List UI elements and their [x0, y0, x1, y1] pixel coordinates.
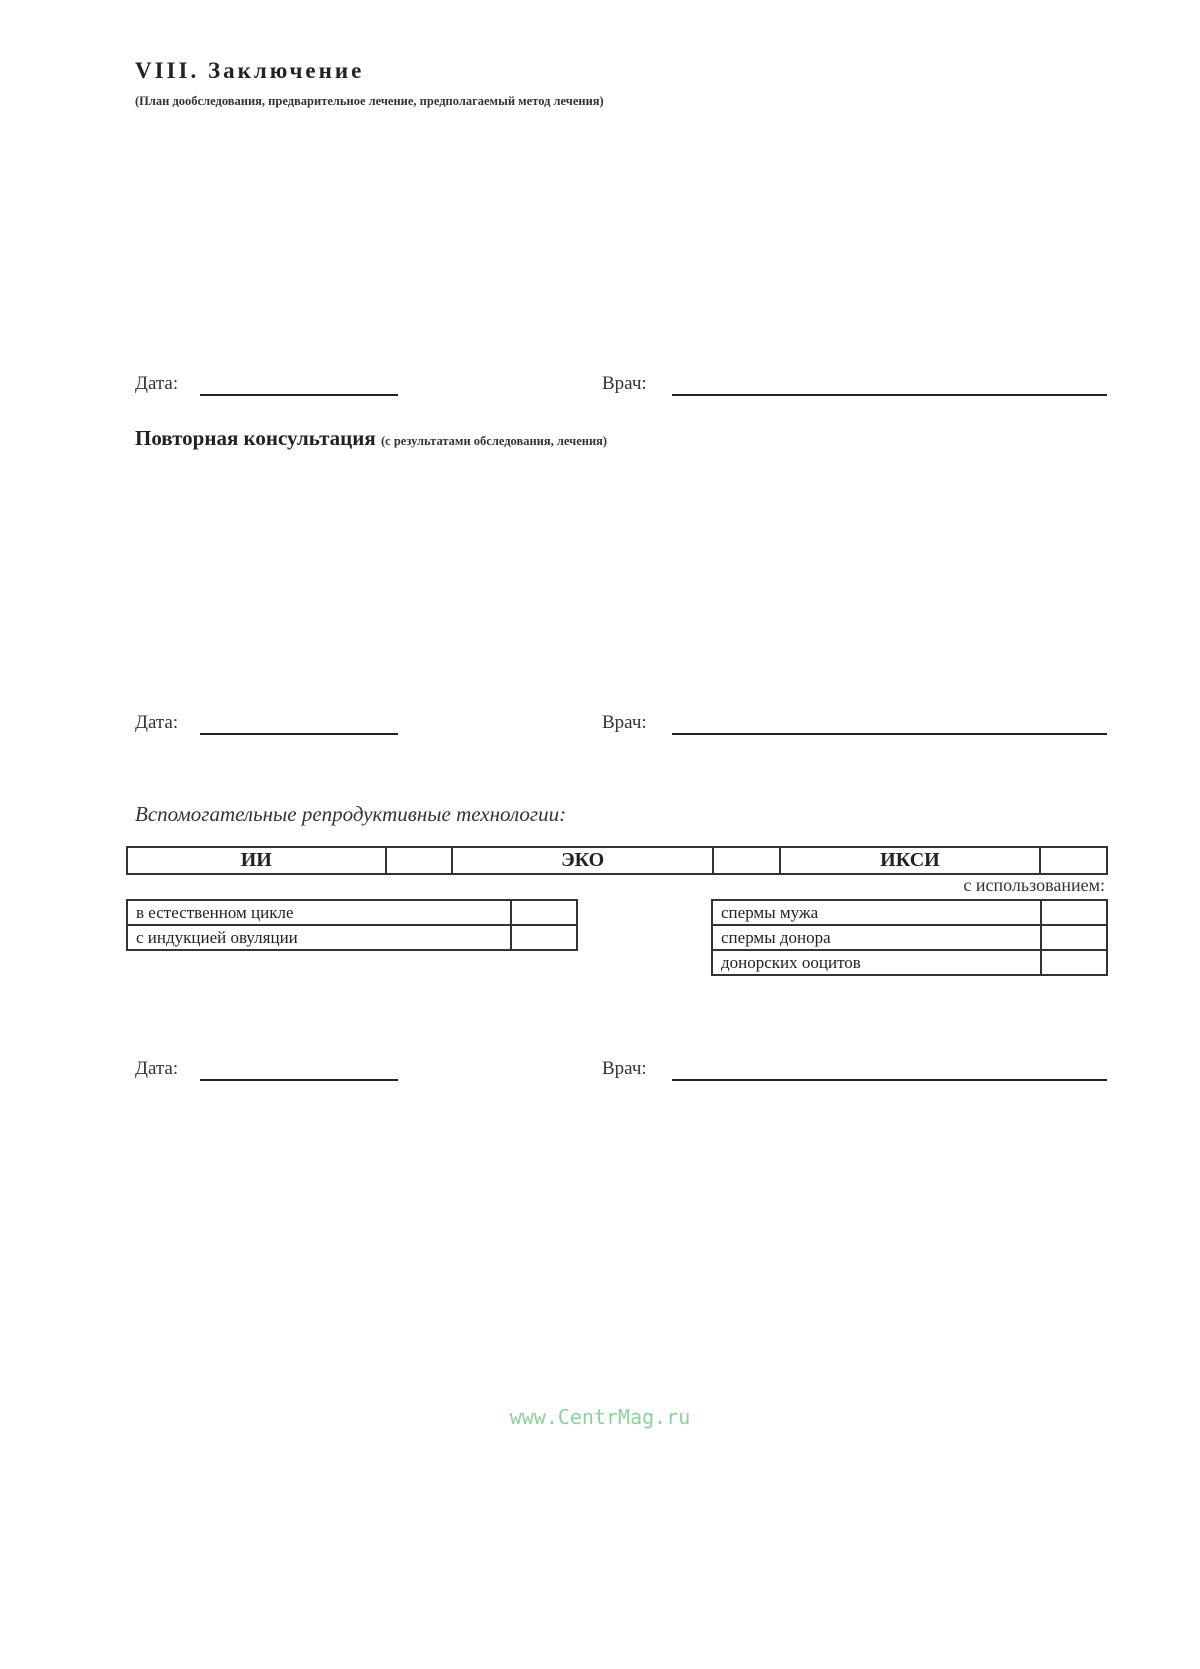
- using-label: с использованием:: [963, 875, 1105, 895]
- section-subtitle: (План дообследования, предварительное лечение, предполагаемый метод лечения): [135, 94, 604, 108]
- cycle-option-natural-checkbox[interactable]: [511, 900, 577, 925]
- repeat-consultation-note: (с результатами обследования, лечения): [380, 434, 608, 448]
- doctor-field-1[interactable]: [672, 394, 1107, 396]
- date-field-3[interactable]: [200, 1079, 398, 1081]
- table-row: [712, 950, 1107, 975]
- repeat-consultation-title: Повторная консультация: [135, 426, 376, 450]
- art-methods-table: [126, 846, 1108, 875]
- material-option-donor-sperm-checkbox[interactable]: [1041, 925, 1107, 950]
- date-label-3: Дата:: [135, 1058, 179, 1079]
- material-option-donor-sperm: спермы донора: [712, 925, 1041, 950]
- doctor-field-2[interactable]: [672, 733, 1107, 735]
- doctor-label-2: Врач:: [602, 712, 647, 733]
- date-label-2: Дата:: [135, 712, 179, 733]
- material-option-donor-oocytes: донорских ооцитов: [712, 950, 1041, 975]
- watermark: www.CentrMag.ru: [509, 1405, 691, 1429]
- method-eko-checkbox[interactable]: [713, 847, 780, 874]
- repeat-consultation-heading: [135, 426, 607, 451]
- cycle-option-induction-checkbox[interactable]: [511, 925, 577, 950]
- cycle-option-natural: в естественном цикле: [127, 900, 511, 925]
- date-field-1[interactable]: [200, 394, 398, 396]
- table-row: [712, 900, 1107, 925]
- material-option-donor-oocytes-checkbox[interactable]: [1041, 950, 1107, 975]
- cycle-option-induction: с индукцией овуляции: [127, 925, 511, 950]
- material-options-table: [711, 899, 1108, 976]
- date-field-2[interactable]: [200, 733, 398, 735]
- method-iksi-checkbox[interactable]: [1040, 847, 1107, 874]
- method-iksi: ИКСИ: [780, 847, 1041, 874]
- method-eko: ЭКО: [452, 847, 713, 874]
- method-ii: ИИ: [127, 847, 386, 874]
- section-title: VIII. Заключение: [135, 58, 365, 83]
- table-row: [127, 925, 577, 950]
- date-label-1: Дата:: [135, 373, 179, 394]
- table-row: [712, 925, 1107, 950]
- art-heading: Вспомогательные репродуктивные технологии:: [135, 802, 567, 826]
- doctor-label-1: Врач:: [602, 373, 647, 394]
- material-option-husband-checkbox[interactable]: [1041, 900, 1107, 925]
- table-row: [127, 900, 577, 925]
- doctor-label-3: Врач:: [602, 1058, 647, 1079]
- doctor-field-3[interactable]: [672, 1079, 1107, 1081]
- method-ii-checkbox[interactable]: [386, 847, 453, 874]
- cycle-options-table: [126, 899, 578, 951]
- material-option-husband: спермы мужа: [712, 900, 1041, 925]
